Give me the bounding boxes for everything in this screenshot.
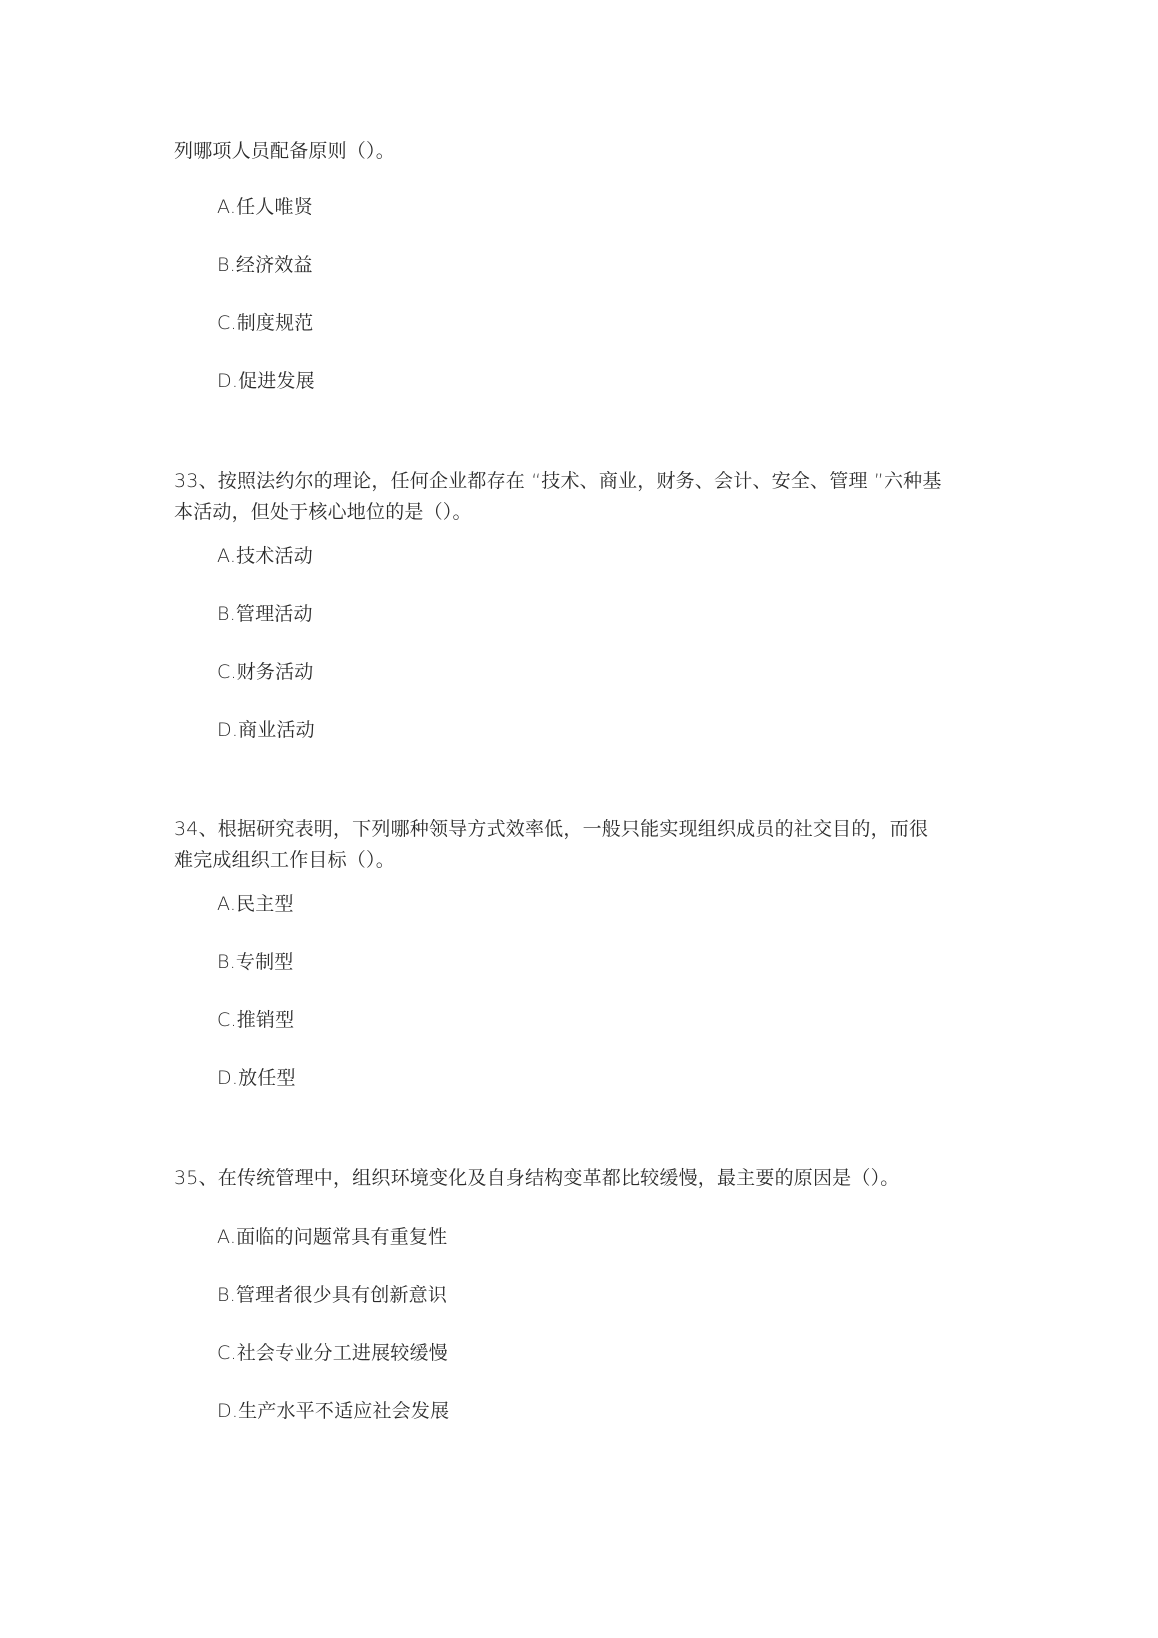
- question-33: [174, 466, 974, 528]
- option-c: C.财务活动: [217, 661, 314, 683]
- option-a: A.技术活动: [217, 545, 313, 567]
- question-35-options: [174, 1222, 974, 1427]
- question-34-options: [174, 889, 974, 1094]
- option-a: A.任人唯贤: [217, 196, 313, 218]
- question-34: [174, 814, 974, 876]
- option-b: B.经济效益: [217, 254, 313, 276]
- option-b: B.管理者很少具有创新意识: [217, 1284, 448, 1306]
- option-c: C.推销型: [217, 1009, 295, 1031]
- option-a: A.面临的问题常具有重复性: [217, 1226, 448, 1248]
- option-b: B.管理活动: [217, 603, 313, 625]
- option-d: D.生产水平不适应社会发展: [217, 1400, 450, 1422]
- question-text-line2: 难完成组织工作目标（）。: [174, 849, 395, 871]
- question-text: 列哪项人员配备原则（）。: [174, 140, 395, 162]
- option-c: C.社会专业分工进展较缓慢: [217, 1342, 448, 1364]
- option-d: D.促进发展: [217, 370, 315, 392]
- option-b: B.专制型: [217, 951, 294, 973]
- question-text: 35、在传统管理中，组织环境变化及自身结构变革都比较缓慢，最主要的原因是（）。: [174, 1167, 900, 1189]
- option-c: C.制度规范: [217, 312, 314, 334]
- option-d: D.商业活动: [217, 719, 315, 741]
- question-32: [174, 136, 974, 167]
- question-text-line1: 34、根据研究表明，下列哪种领导方式效率低，一般只能实现组织成员的社交目的，而很: [174, 818, 929, 840]
- option-a: A.民主型: [217, 893, 294, 915]
- question-32-options: [174, 192, 974, 397]
- option-d: D.放任型: [217, 1067, 296, 1089]
- question-text-line2: 本活动，但处于核心地位的是（）。: [174, 501, 472, 523]
- question-35: [174, 1163, 974, 1194]
- question-text-line1: 33、按照法约尔的理论，任何企业都存在 “技术、商业，财务、会计、安全、管理 ”六种基: [174, 470, 942, 492]
- question-33-options: [174, 541, 974, 746]
